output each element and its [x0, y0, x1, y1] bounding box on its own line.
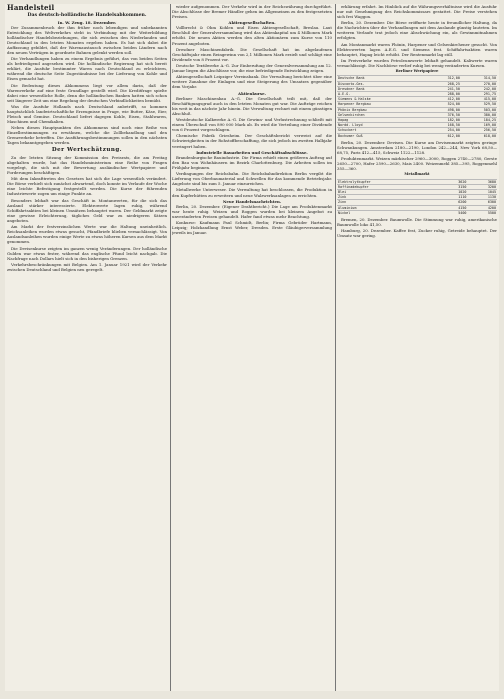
- section-heading: Aktiengesellschaften.: [228, 20, 276, 26]
- article-paragraph: Berlin, 20. Dezember. Devisen. Die Kurse am Devisenmarkt zeigten geringe Schwankungen. Amsterdam 2180—2190, London 242—244, New York 68,50—68,75, Paris 412—415, Schweiz 1122—1128.: [337, 139, 497, 155]
- table-cell-value: 288,00: [425, 91, 461, 96]
- stock-quotes-table: [337, 75, 497, 137]
- table-cell-value: 503,00: [461, 107, 497, 112]
- table-cell-value: 291,75: [461, 91, 497, 96]
- table-cell-value: 4150: [438, 205, 468, 210]
- column-divider: [335, 4, 336, 691]
- table-cell-name: Deutsche Bank: [337, 76, 425, 81]
- article-paragraph: Die Devisenkurse zeigten im ganzen wenig Veränderungen. Der holländische Gulden war etwas fester, während das englische Pfund leicht nachgab. Die Nachfrage nach Dollars hielt sich in den bisherigen Grenzen.: [7, 245, 167, 261]
- newspaper-page: [5, 4, 499, 691]
- column-2: [172, 4, 332, 691]
- table-cell-value: 618,00: [461, 133, 497, 138]
- article-paragraph: Berlin, 20. Dezember. Die Börse eröffnete heute in freundlicher Haltung, da die Nachrichten über die Verhandlungen mit dem Auslande günstig lauteten. Im weiteren Verlaufe trat jedoch eine Abschwächung ein, als Gewinnmitnahmen erfolgten.: [337, 20, 497, 41]
- article-paragraph: erklärung erfahrt. Im Hinblick auf die Währungsverhältnisse wird die Ausfuhr nur mit Genehmigung des Reichskommissars gestattet. Die Preise verstehen sich frei Waggon.: [337, 4, 497, 20]
- article-paragraph: Chemische Fabrik Griesheim. Der Geschäftsbericht verweist auf die Schwierigkeiten in der Rohstoffbeschaffung, die sich jedoch im zweiten Halbjahr verringert haben.: [172, 133, 332, 149]
- article-paragraph: Bremen, 20. Dezember. Baumwolle. Die Stimmung war ruhig, amerikanische Baumwolle loko 41,50.: [337, 216, 497, 227]
- article-paragraph: Die Bedeutung dieses Abkommens liegt vor allem darin, daß der Warenverkehr auf eine feste Grundlage gestellt wird. Die Kreditfrage spielte dabei eine wesentliche Rolle, denn die holländischen Banken hatten sich schon seit längerer Zeit um eine Regelung der deutschen Verbindlichkeiten bemüht.: [7, 82, 167, 103]
- table-cell-name: Aluminium: [337, 205, 438, 210]
- article-paragraph: Berlin, 20. Dezember. (Eigener Drahtbericht.) Die Lage am Produktenmarkt war heute ruhig. Weizen und Roggen wurden bei kleinem Angebot zu unveränderten Preisen gehandelt. Hafer fand etwas mehr Beachtung.: [172, 203, 332, 219]
- column-1: [7, 4, 167, 691]
- table-cell-value: 182,00: [425, 117, 461, 122]
- article-paragraph: Metallwerke Unterweser. Die Verwaltung hat beschlossen, die Produktion in den Kupferhütten zu erweitern und neue Walzwerksanlagen zu errichten.: [172, 187, 332, 198]
- table-cell-value: 6200: [438, 200, 468, 205]
- table-cell-value: 498,00: [425, 107, 461, 112]
- table-cell-value: 612,00: [425, 133, 461, 138]
- table-cell-value: 254,00: [425, 128, 461, 133]
- table-cell-value: 524,00: [425, 102, 461, 107]
- table-cell-value: 412,00: [425, 97, 461, 102]
- table-cell-value: 312,00: [425, 76, 461, 81]
- article-paragraph: Westdeutsche Kalkwerke A.-G. Die Gewinn- und Verlustrechnung schließt mit einem Überschuß von 890 000 Mark ab. Es wird die Verteilung einer Dividende von 6 Prozent vorgeschlagen.: [172, 117, 332, 133]
- article-paragraph: Im Freiverkehr wurden Petroleumwerte lebhaft gehandelt. Kaliwerte waren vernachlässigt. Die Nachbörse verlief ruhig bei wenig veränderten Kursen.: [337, 58, 497, 69]
- table-row: [337, 133, 497, 138]
- article-paragraph: Am Markt der festverzinslichen Werte war die Haltung uneinheitlich. Reichsanleihen wurden etwas gesucht, Pfandbriefe blieben vernachlässigt. Von Auslandsanleihen wurden einige Werte zu etwas höheren Kursen aus dem Markt genommen.: [7, 224, 167, 245]
- section-heading: Aktienkurse.: [238, 90, 266, 96]
- table-cell-value: 529,50: [461, 102, 497, 107]
- table-cell-value: 268,25: [425, 81, 461, 86]
- footer-note: Verkehrsbeschränkungen mit Belgien. Am 1. Januar 1921 wird der Verkehr zwischen Deutschland und Belgien neu geregelt.: [7, 261, 167, 272]
- table-title: Berliner Wertpapiere: [395, 69, 439, 74]
- table-cell-name: Zinn: [337, 200, 438, 205]
- article-paragraph: Vollbrecht & Ohm Kohlen und Eisen Aktiengesellschaft, Breslau. Laut Beschluß der Generalversammlung wird das Aktienkapital um 4 Millionen Mark erhöht. Die neuen Aktien werden den alten Aktionären zum Kurse von 110 Prozent angeboten.: [172, 25, 332, 46]
- article-paragraph: Brandenburgische Bauindustrie. Die Firma erhielt einen größeren Auftrag auf den Bau von Wohnhäusern im Bezirk Charlottenburg. Die Arbeiten sollen im Frühjahr beginnen.: [172, 154, 332, 170]
- column-divider: [170, 4, 171, 691]
- table-cell-value: 3150: [438, 184, 468, 189]
- table-cell-name: Harpener Bergbau: [337, 102, 425, 107]
- table-cell-name: Phönix Bergbau: [337, 107, 425, 112]
- article-paragraph: Hamburg, 20. Dezember. Kaffee fest, Zucker ruhig, Getreide behauptet. Der Umsatz war gering.: [337, 228, 497, 239]
- section-heading: Industrielle Bauarbeiten und Geschäftsabschlüsse.: [196, 149, 308, 155]
- article-paragraph: Neben diesen Hauptpunkten des Abkommens sind noch eine Reihe von Einzelbestimmungen zu erwähnen, welche die Zollbehandlung und den Grenzverkehr betreffen. Die Ausführungsbestimmungen sollen in den nächsten Tagen bekanntgegeben werden.: [7, 125, 167, 146]
- article-paragraph: Verdingungen der Reichsbahn. Die Reichsbahndirektion Berlin vergibt die Lieferung von Oberbaumaterial und Schwellen für das kommende Betriebsjahr. Angebote sind bis zum 5. Januar einzureichen.: [172, 171, 332, 187]
- table-cell-name: Nickel: [337, 210, 438, 215]
- article-paragraph: Aktiengesellschaft Leipziger Vereinsbank. Die Verwaltung berichtet über eine weitere Zunahme der Einlagen und eine Steigerung des Umsatzes gegenüber dem Vorjahr.: [172, 74, 332, 90]
- article-paragraph: Produktenmarkt. Weizen märkischer 2960—3000, Roggen 2740—2780, Gerste 2650—2700, Hafer 2590—2630, Mais 2400. Weizenmehl 385—395, Roggenmehl 355—360.: [337, 156, 497, 172]
- table-cell-name: Dresdner Bank: [337, 86, 425, 91]
- table-cell-value: 241,50: [425, 86, 461, 91]
- metal-quotes-table: [337, 179, 497, 215]
- column-3: [337, 4, 497, 691]
- table-cell-value: 6300: [467, 200, 497, 205]
- table-cell-name: Nordd. Lloyd: [337, 123, 425, 128]
- table-cell-value: 5500: [467, 210, 497, 215]
- table-cell-value: 1110: [438, 195, 468, 200]
- table-cell-name: Elektrolytkupfer: [337, 179, 438, 184]
- article-headline: Das deutsch-holländische Handelsabkommen.: [27, 13, 147, 18]
- article-paragraph: Was die Ausfuhr Hollands nach Deutschland anbetrifft, so kommen hauptsächlich landwirtschaftliche Erzeugnisse in Frage, wie Butter, Käse, Eier, Fleisch und Gemüse. Deutschland liefert dagegen Kohle, Eisen, Stahlwaren, Maschinen und Chemikalien.: [7, 103, 167, 125]
- table-cell-name: Bochumer Guß: [337, 133, 425, 138]
- article-paragraph: Besonders lebhaft war das Geschäft in Montanwerten, für die sich das Ausland stärker interessierte. Elektrowerte lagen ruhig, während Schiffahrtsaktien bei kleinen Umsätzen behauptet waren. Der Geldmarkt zeigte eine gewisse Erleichterung, tägliches Geld war zu niedrigeren Sätzen angeboten.: [7, 197, 167, 223]
- article-paragraph: Am Montanmarkt waren Phönix, Harpener und Gelsenkirchener gesucht. Von Elektrowerten lagen A.E.G. und Siemens fest. Schiffahrtsaktien waren behauptet, Hapag leicht erhöht. Der Rentenmarkt lag still.: [337, 41, 497, 57]
- article-paragraph: Deutsche Textilwerke A.-G. Zur Einberufung der Generalversammlung am 12. Januar liegen die Abschlüsse vor, die eine befriedigende Entwicklung zeigen.: [172, 63, 332, 74]
- article-paragraph: Der Zusammenbruch der ihm früher noch lebendigen und unbekannten Entwicklung des Weltverkehrs steht in Verbindung mit der Weiterbildung holländischer Handelsbeziehungen, die sich zwischen den Niederlanden und Deutschland in den letzten Monaten ergeben haben. Es hat sich dabei die Auffassung gebildet, daß der Warenaustausch zwischen beiden Ländern nach den neuen Verträgen in geordnete Bahnen gelenkt werden soll.: [7, 24, 167, 55]
- table-cell-value: 3620: [438, 179, 468, 184]
- table-cell-value: 314,50: [461, 76, 497, 81]
- article-paragraph: Die Verhandlungen haben zu einem Ergebnis geführt, das von beiden Seiten als befriedigend angesehen wird. Die holländische Regierung hat sich bereit erklärt, die Ausfuhr bestimmter Waren nach Deutschland zu erleichtern, während die deutsche Seite Zugeständnisse bei der Lieferung von Kohle und Eisen gemacht hat.: [7, 56, 167, 82]
- table-cell-value: 380,00: [461, 112, 497, 117]
- article-paragraph: Konkurse: Kaufmann Paul Schmidt, Berlin; Firma Gebrüder Hartmann, Leipzig; Holzhandlung Ernst Weber, Dresden. Erste Gläubigerversammlung jeweils im Januar.: [172, 220, 332, 236]
- table-cell-value: 5400: [438, 210, 468, 215]
- table-cell-value: 168,50: [425, 123, 461, 128]
- section-title: Handelsteil: [7, 4, 55, 12]
- section-heading: Der Wertschätzung.: [51, 147, 123, 154]
- table-cell-name: Gelsenkirchen: [337, 112, 425, 117]
- table-cell-value: 256,50: [461, 128, 497, 133]
- table-cell-name: Siemens & Halske: [337, 97, 425, 102]
- table-cell-name: A.E.G.: [337, 91, 425, 96]
- article-paragraph: Zu der letzten Sitzung der Kommission des Preisrats, die am Freitag abgehalten wurde, hat das Handelsministerium eine Reihe von Fragen vorgelegt, die sich mit der Bewertung ausländischer Wertpapiere und Forderungen beschäftigen.: [7, 154, 167, 176]
- table-cell-value: 184,25: [461, 117, 497, 122]
- table-cell-name: Schuckert: [337, 128, 425, 133]
- table-title: Metallmarkt: [404, 172, 430, 177]
- table-cell-value: 415,00: [461, 97, 497, 102]
- table-cell-value: 1130: [467, 195, 497, 200]
- table-cell-value: 376,50: [425, 112, 461, 117]
- table-cell-name: Zink: [337, 195, 438, 200]
- article-paragraph: wieder aufgenommen. Der Verkehr wird in der Reichswährung durchgeführt. Die Abschlüsse der Bremer Händler gehen im Allgemeinen zu den festgesetzten Preisen.: [172, 4, 332, 20]
- table-cell-value: 242,00: [461, 86, 497, 91]
- table-cell-value: 4200: [467, 205, 497, 210]
- section-heading: Neue Handelsnachrichten.: [222, 198, 282, 204]
- table-row: [337, 210, 497, 215]
- table-cell-name: Raffinadekupfer: [337, 184, 438, 189]
- article-paragraph: Mit dem Inkrafttreten des Gesetzes hat sich die Lage wesentlich verändert. Die Börse verhielt sich zunächst abwartend, doch konnte im Verlaufe der Woche eine leichte Befestigung festgestellt werden. Die Kurse der führenden Industriewerte zogen um einige Punkte an.: [7, 176, 167, 197]
- table-cell-value: 270,00: [461, 81, 497, 86]
- article-byline: In. W. Zeug. 18. Dezember.: [57, 19, 117, 25]
- article-paragraph: Berliner Maschinenbau A.-G. Die Gesellschaft teilt mit, daß der Beschäftigungsgrad auch in den letzten Monaten gut war. Die Aufträge reichen bis weit in das nächste Jahr hinein. Die Verwaltung rechnet mit einem günstigen Abschluß.: [172, 95, 332, 116]
- table-cell-value: 169,00: [461, 123, 497, 128]
- table-cell-name: Hapag: [337, 117, 425, 122]
- article-paragraph: Dresdner Maschinenfabrik. Die Gesellschaft hat im abgelaufenen Geschäftsjahr einen Reingewinn von 2,1 Millionen Mark erzielt und schlägt eine Dividende von 8 Prozent vor.: [172, 46, 332, 62]
- table-cell-value: 1020: [438, 189, 468, 194]
- table-cell-value: 3680: [467, 179, 497, 184]
- table-cell-value: 1045: [467, 189, 497, 194]
- table-cell-name: Disconto-Ges.: [337, 81, 425, 86]
- table-cell-value: 3200: [467, 184, 497, 189]
- table-cell-name: Blei: [337, 189, 438, 194]
